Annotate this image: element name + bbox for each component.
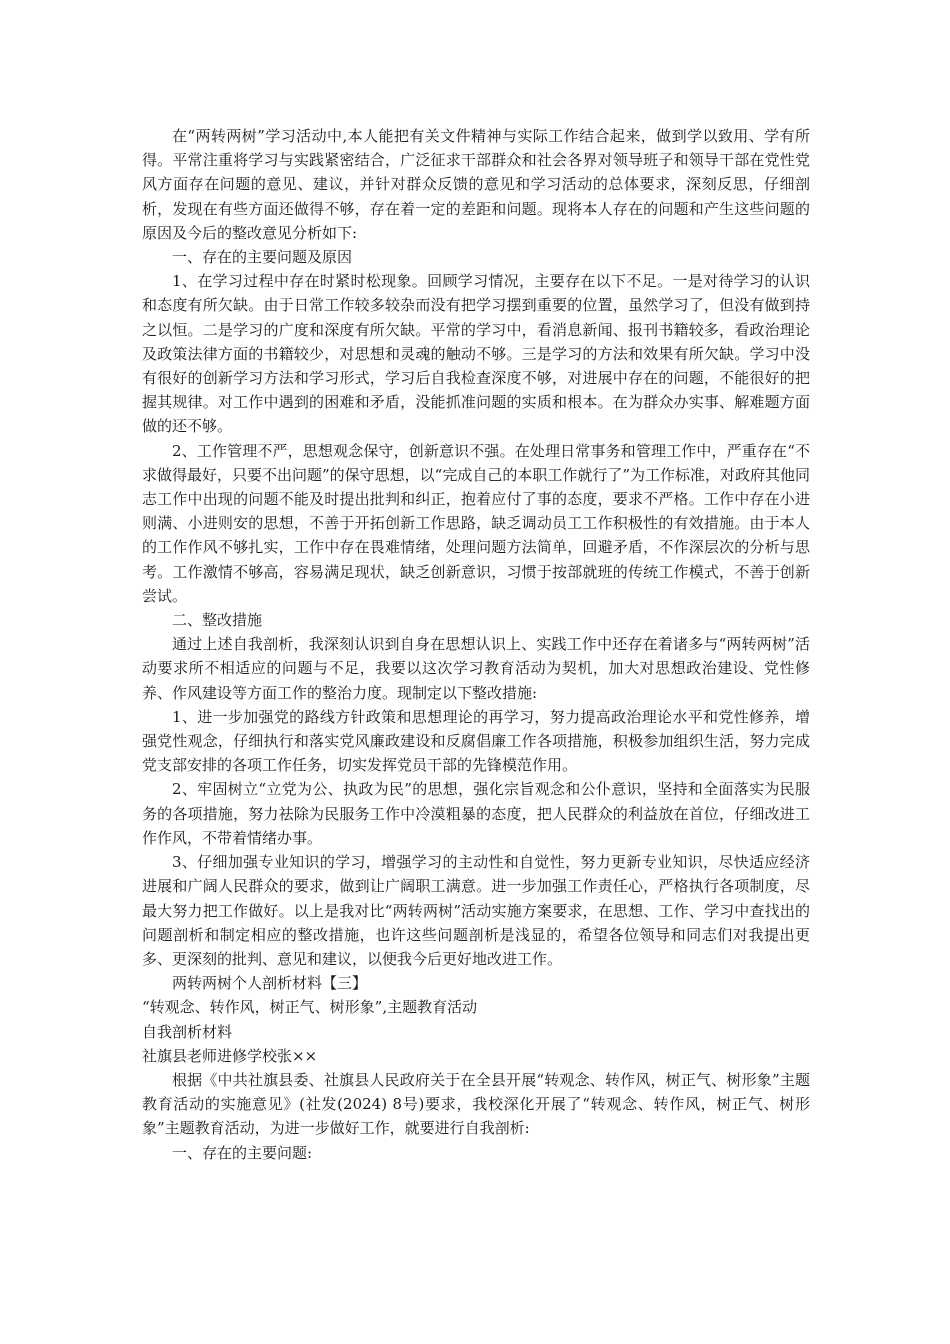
paragraph-measure-3: 3、仔细加强专业知识的学习，增强学习的主动性和自觉性，努力更新专业知识，尽快适应经济进展和广阔人民群众的要求，做到让广阔职工满意。进一步加强工作责任心，严格执行各项制度，尽最大努力把工作做好。以上是我对比“两转两树”活动实施方案要求，在思想、工作、学习中查找出的问题剖析和制定相应的整改措施，也许这些问题剖析是浅显的，希望各位领导和同志们对我提出更多、更深刻的批判、意见和建议，以便我今后更好地改进工作。 (142, 853, 810, 968)
author-line: 社旗县老师进修学校张×× (142, 1046, 318, 1065)
paragraph-measure-1: 1、进一步加强党的路线方针政策和思想理论的再学习，努力提高政治理论水平和党性修养，增强党性观念，仔细执行和落实党风廉政建设和反腐倡廉工作各项措施，积极参加组织生活，努力完成党支部安排的各项工作任务，切实发挥党员干部的先锋模范作用。 (142, 707, 810, 775)
paragraph-measures-intro: 通过上述自我剖析，我深刻认识到自身在思想认识上、实践工作中还存在着诸多与“两转两树”活动要求所不相适应的问题与不足，我要以这次学习教育活动为契机，加大对思想政治建设、党性修养、作风建设等方面工作的整治力度。现制定以下整改措施: (142, 635, 810, 702)
paragraph-measure-2: 2、牢固树立“立党为公、执政为民”的思想，强化宗旨观念和公仆意识，坚持和全面落实为民服务的各项措施，努力祛除为民服务工作中冷漠粗暴的态度，把人民群众的利益放在首位，仔细改进工作作风，不带着情绪办事。 (142, 780, 810, 847)
material-subtitle: 自我剖析材料 (142, 1022, 233, 1041)
paragraph-basis: 根据《中共社旗县委、社旗县人民政府关于在全县开展“转观念、转作风，树正气、树形象”主题教育活动的实施意见》(社发(2024) 8号)要求，我校深化开展了“转观念、转作风，树正气、树形象”主题教育活动，为进一步做好工作，就要进行自我剖析: (142, 1070, 810, 1138)
section-heading-problems: 一、存在的主要问题及原因 (172, 248, 353, 267)
paragraph-problem-2: 2、工作管理不严，思想观念保守，创新意识不强。在处理日常事务和管理工作中，严重存在“不求做得最好，只要不出问题”的保守思想，以“完成自己的本职工作就行了”为工作标准，对政府其他同志工作中出现的问题不能及时提出批判和纠正，抱着应付了事的态度，要求不严格。工作中存在小进则满、小进则安的思想，不善于开拓创新工作思路，缺乏调动员工工作积极性的有效措施。由于本人的工作作风不够扎实，工作中存在畏难情绪，处理问题方法简单，回避矛盾，不作深层次的分析与思考。工作激情不够高，容易满足现状，缺乏创新意识，习惯于按部就班的传统工作模式，不善于创新尝试。 (142, 441, 811, 605)
paragraph-problem-1: 1、在学习过程中存在时紧时松现象。回顾学习情况，主要存在以下不足。一是对待学习的认识和态度有所欠缺。由于日常工作较多较杂而没有把学习摆到重要的位置，虽然学习了，但没有做到持之以恒。二是学习的广度和深度有所欠缺。平常的学习中，看消息新闻、报刊书籍较多，看政治理论及政策法律方面的书籍较少，对思想和灵魂的触动不够。三是学习的方法和效果有所欠缺。学习中没有很好的创新学习方法和学习形式，学习后自我检查深度不够，对进展中存在的问题，不能很好的把握其规律。对工作中遇到的困难和矛盾，没能抓准问题的实质和根本。在为群众办实事、解难题方面做的还不够。 (142, 272, 810, 436)
activity-title: “转观念、转作风，树正气、树形象”,主题教育活动 (142, 998, 478, 1017)
section-heading-main-problems: 一、存在的主要问题: (172, 1143, 313, 1162)
document-body (142, 124, 810, 1165)
section-heading-measures: 二、整改措施 (172, 611, 263, 630)
material-title: 两转两树个人剖析材料【三】 (172, 974, 368, 993)
paragraph-intro: 在“两转两树”学习活动中,本人能把有关文件精神与实际工作结合起来，做到学以致用、学有所得。平常注重将学习与实践紧密结合，广泛征求干部群众和社会各界对领导班子和领导干部在党性党风方面存在问题的意见、建议，并针对群众反馈的意见和学习活动的总体要求，深刻反思，仔细剖析，发现在有些方面还做得不够，存在着一定的差距和问题。现将本人存在的问题和产生这些问题的原因及今后的整改意见分析如下: (142, 127, 810, 242)
